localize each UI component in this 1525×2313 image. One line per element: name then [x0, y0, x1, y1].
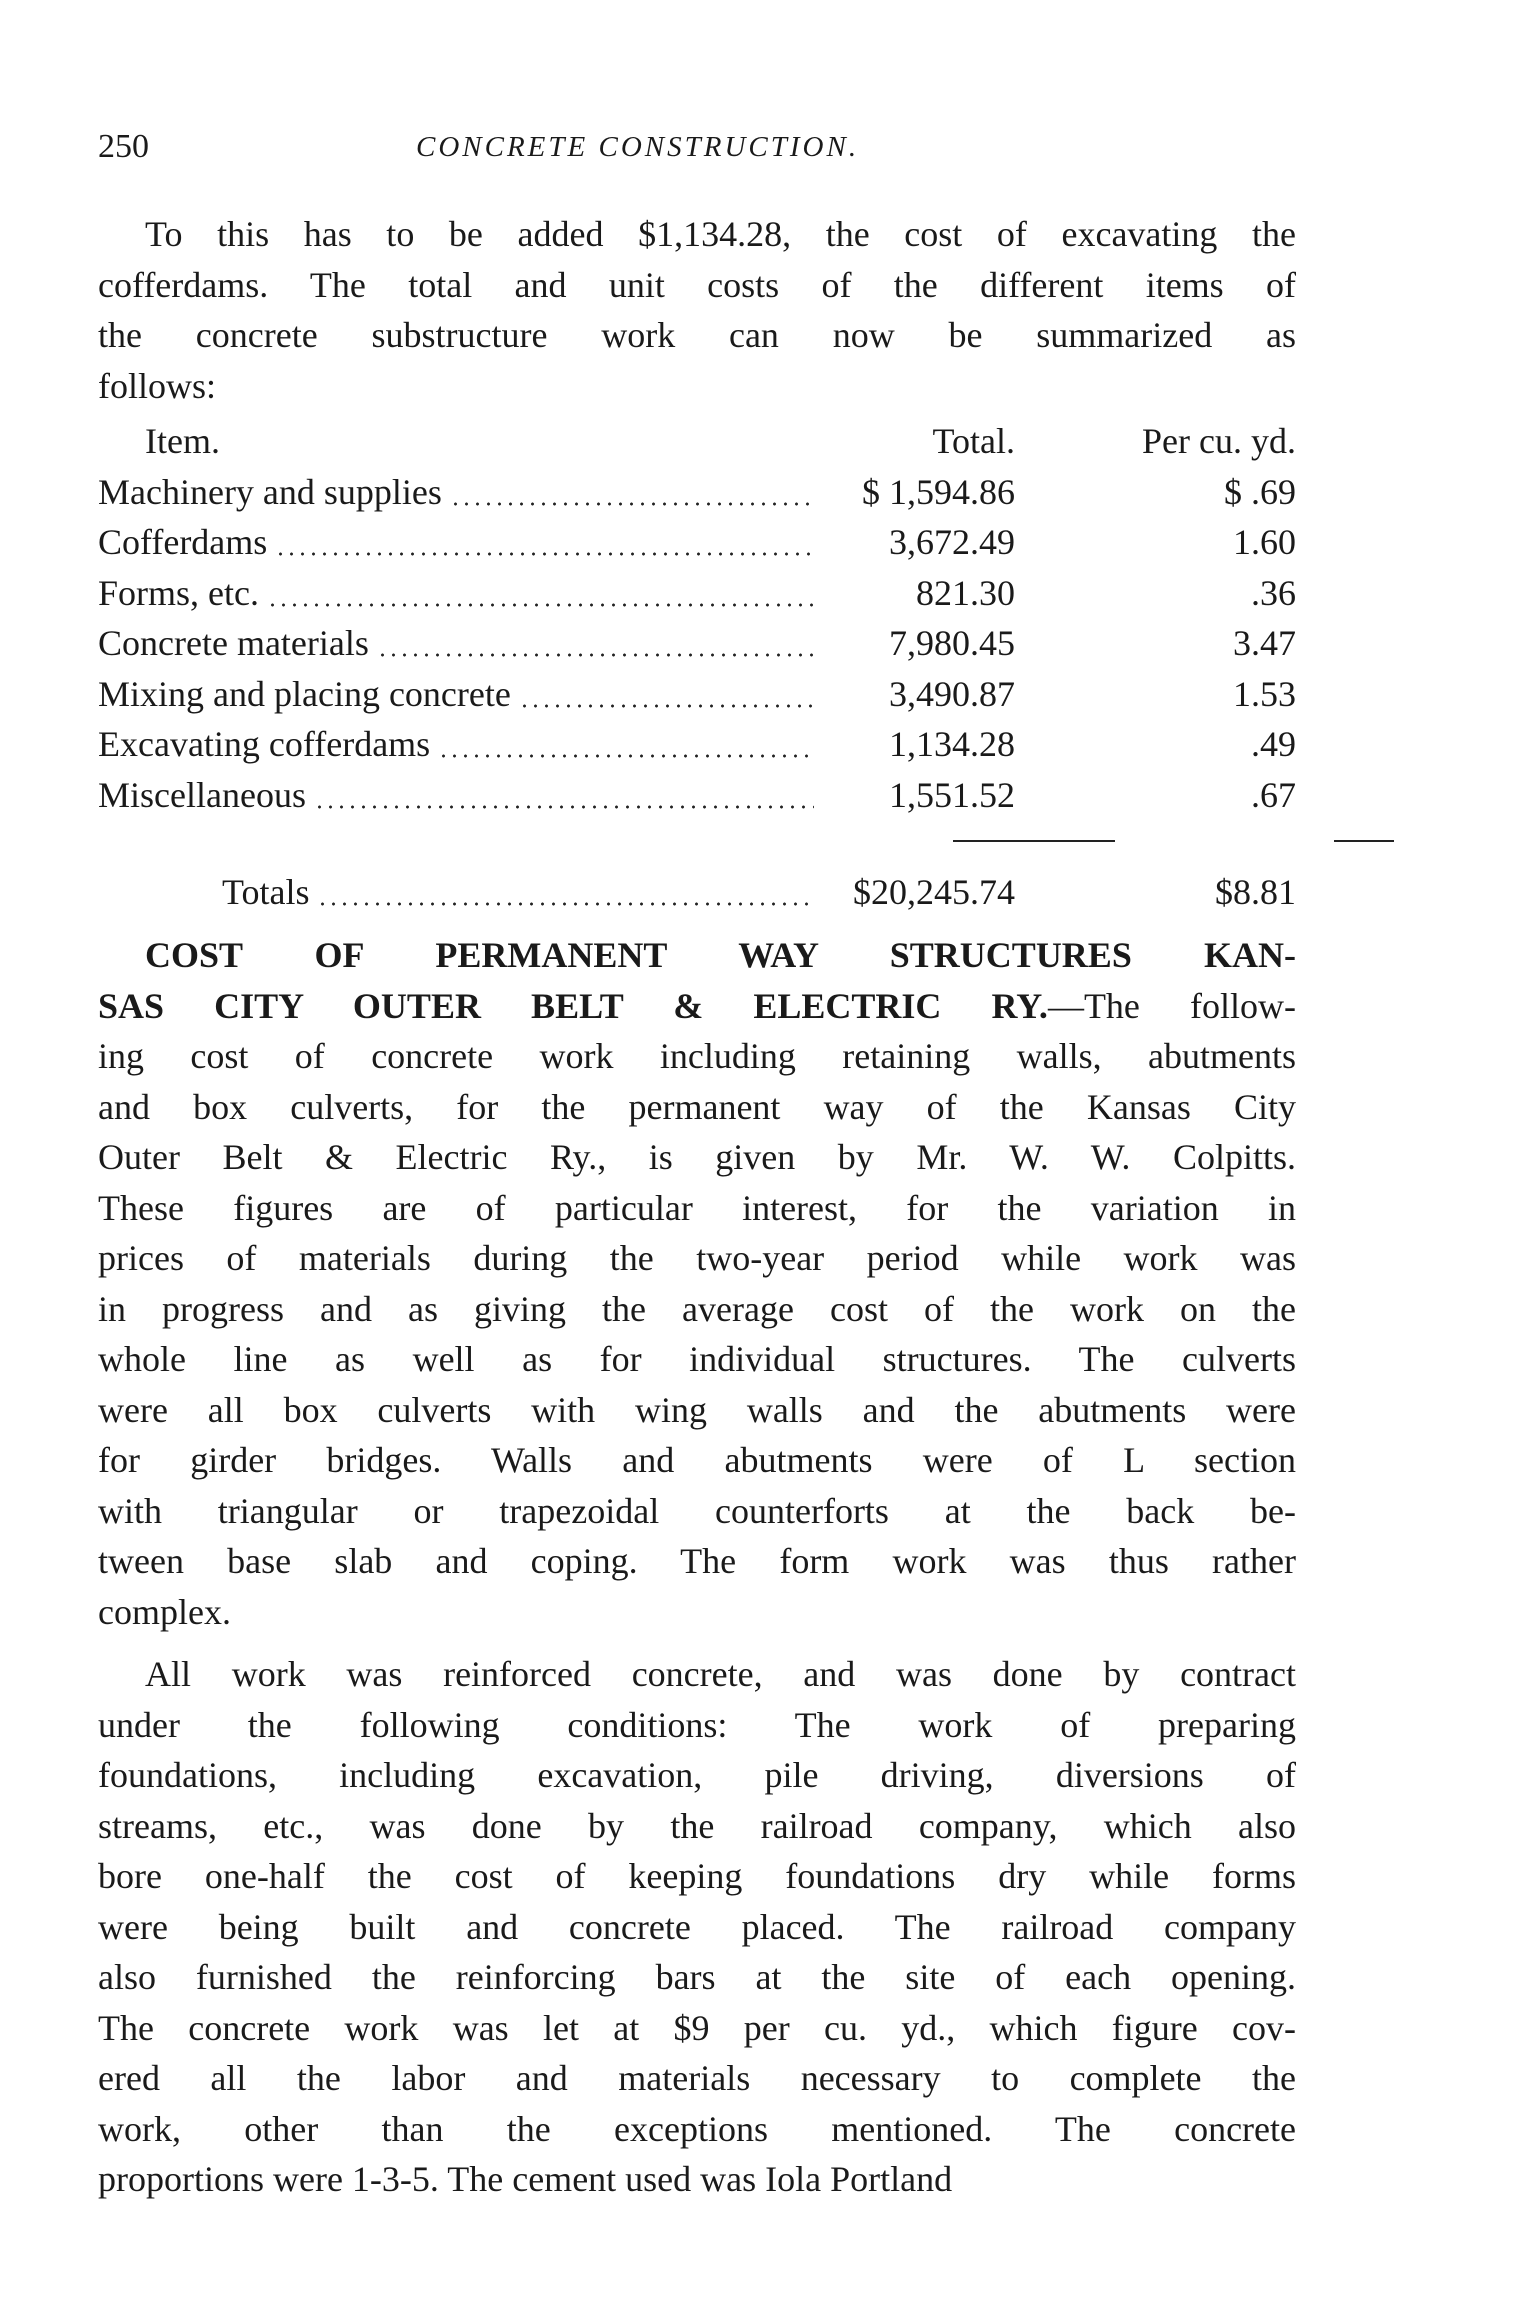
header-total: Total. — [932, 421, 1015, 461]
row-total: 7,980.45 — [889, 623, 1015, 663]
row-item: Concrete materials — [98, 623, 369, 663]
text-line: work, other than the exceptions mentioned. The concrete — [98, 2108, 1296, 2149]
text-line: ered all the labor and materials necessary to complete the — [98, 2058, 1296, 2098]
text-line: proportions were 1-3-5. The cement used was Iola Portland — [98, 2159, 953, 2199]
dot-leader — [438, 719, 814, 770]
text-line: All work was reinforced concrete, and was done by contract — [145, 1654, 1296, 1694]
section-heading-cont: SAS CITY OUTER BELT & ELECTRIC RY.—The follow- — [98, 985, 1296, 1026]
text-line: and box culverts, for the permanent way of the Kansas City — [98, 1086, 1296, 1127]
row-item: Mixing and placing concrete — [98, 673, 511, 714]
dot-leader — [267, 568, 814, 619]
cost-table — [98, 416, 1296, 912]
row-item: Excavating cofferdams — [98, 724, 431, 764]
row-total: 821.30 — [916, 572, 1015, 613]
table-row — [98, 719, 1296, 770]
page-header — [98, 122, 1296, 172]
text-line: complex. — [98, 1591, 231, 1632]
table-row — [98, 568, 1296, 619]
text-line: foundations, including excavation, pile driving, diversions of — [98, 1755, 1296, 1795]
table-row — [98, 669, 1296, 720]
row-total: 1,134.28 — [889, 724, 1015, 764]
section-kansas-city — [98, 930, 1296, 1637]
row-per-cu-yd: 3.47 — [1233, 623, 1296, 663]
text-line: prices of materials during the two-year period while work was — [98, 1238, 1296, 1278]
row-per-cu-yd: 1.53 — [1233, 673, 1296, 714]
text-line: with triangular or trapezoidal counterforts at the back be- — [98, 1490, 1296, 1531]
per-rule — [1334, 840, 1394, 842]
text-line: the concrete substructure work can now be summarized as — [98, 315, 1296, 355]
text-line: streams, etc., was done by the railroad company, which also — [98, 1805, 1296, 1846]
dot-leader — [519, 669, 814, 720]
header-per-cu-yd: Per cu. yd. — [1142, 421, 1296, 461]
table-row — [98, 517, 1296, 568]
row-per-cu-yd: .49 — [1251, 724, 1296, 764]
text-line: These figures are of particular interest, for the variation in — [98, 1187, 1296, 1228]
row-total: 3,672.49 — [889, 522, 1015, 562]
dot-leader — [317, 867, 814, 918]
row-item: Miscellaneous — [98, 774, 306, 815]
header-item: Item. — [145, 421, 220, 461]
intro-paragraph — [98, 209, 1296, 411]
section-heading: COST OF PERMANENT WAY STRUCTURES KAN- — [145, 935, 1296, 975]
table-row — [98, 467, 1296, 518]
row-item: Cofferdams — [98, 522, 268, 562]
row-item: Forms, etc. — [98, 572, 259, 613]
text-line: also furnished the reinforcing bars at the site of each opening. — [98, 1957, 1296, 1997]
totals-per: $8.81 — [1215, 872, 1296, 912]
row-per-cu-yd: 1.60 — [1233, 522, 1296, 562]
table-row — [98, 770, 1296, 821]
text-line: The concrete work was let at $9 per cu. yd., which figure cov- — [98, 2007, 1296, 2048]
totals-total: $20,245.74 — [853, 872, 1015, 912]
text-line: under the following conditions: The work of preparing — [98, 1704, 1296, 1745]
total-rule — [953, 840, 1115, 842]
row-total: $ 1,594.86 — [862, 471, 1015, 512]
text-line: bore one-half the cost of keeping foundations dry while forms — [98, 1856, 1296, 1896]
text-line: for girder bridges. Walls and abutments were of L section — [98, 1440, 1296, 1480]
running-title: CONCRETE CONSTRUCTION. — [416, 131, 860, 163]
totals-label: Totals — [222, 872, 310, 912]
text-line: To this has to be added $1,134.28, the cost of excavating the — [145, 214, 1296, 254]
row-per-cu-yd: .67 — [1251, 774, 1296, 815]
row-item: Machinery and supplies — [98, 471, 442, 512]
page-number: 250 — [98, 128, 149, 165]
text-line: were all box culverts with wing walls and the abutments were — [98, 1389, 1296, 1430]
text-line: Outer Belt & Electric Ry., is given by Mr. W. W. Colpitts. — [98, 1137, 1296, 1177]
table-row — [98, 618, 1296, 669]
dot-leader — [377, 618, 814, 669]
text-line: in progress and as giving the average cost of the work on the — [98, 1288, 1296, 1329]
dot-leader — [314, 770, 814, 821]
row-total: 1,551.52 — [889, 774, 1015, 815]
totals-row — [98, 867, 1296, 918]
row-per-cu-yd: .36 — [1251, 572, 1296, 613]
row-per-cu-yd: $ .69 — [1224, 471, 1296, 512]
text-line: whole line as well as for individual structures. The culverts — [98, 1339, 1296, 1379]
text-line: were being built and concrete placed. The railroad company — [98, 1906, 1296, 1947]
text-line: cofferdams. The total and unit costs of the different items of — [98, 264, 1296, 305]
paragraph-2 — [98, 1649, 1296, 2205]
dot-leader — [275, 517, 814, 568]
dot-leader — [450, 467, 814, 518]
row-total: 3,490.87 — [889, 673, 1015, 714]
text-line: ing cost of concrete work including retaining walls, abutments — [98, 1036, 1296, 1076]
table-header-row — [98, 416, 1296, 467]
text-line: tween base slab and coping. The form work was thus rather — [98, 1541, 1296, 1581]
text-line: follows: — [98, 365, 217, 406]
